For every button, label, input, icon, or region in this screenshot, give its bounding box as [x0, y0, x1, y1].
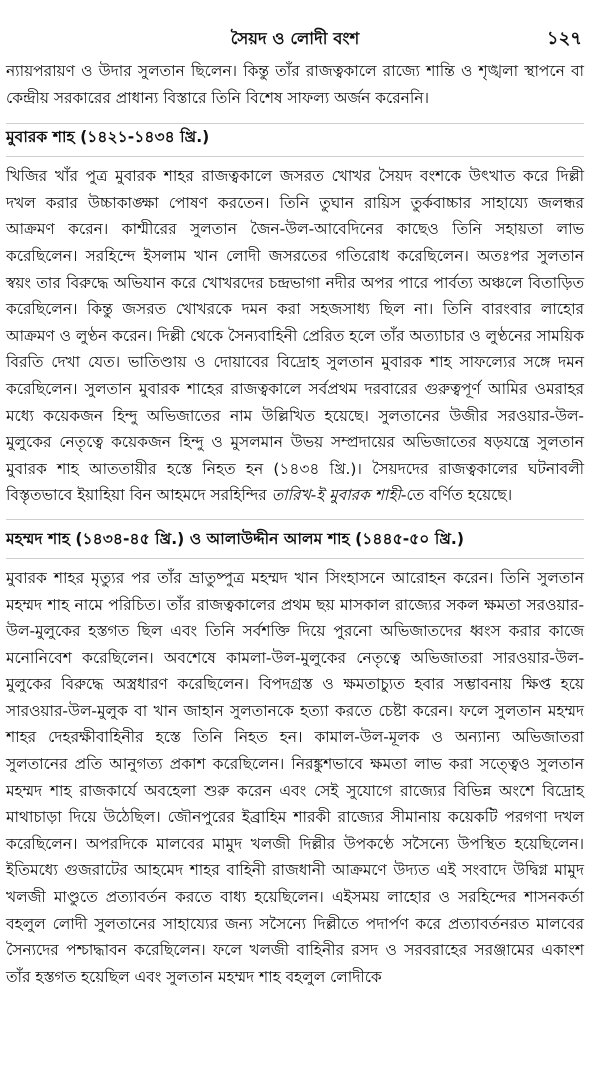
page-number: ১২৭: [546, 28, 582, 49]
mubarak-shah-paragraph: [6, 163, 584, 509]
running-header: [6, 18, 584, 58]
section-divider: [6, 558, 584, 559]
book-title-italic: তারিখ-ই মুবারক শাহী: [271, 486, 401, 505]
section-heading-muhammad-shah: মহম্মদ শাহ (১৪৩৪-৪৫ খ্রি.) ও আলাউদ্দীন আলম শাহ (১৪৪৫-৫০ খ্রি.): [6, 529, 464, 548]
paragraph-text-end: -তে বর্ণিত হয়েছে।: [400, 486, 513, 505]
section-divider: [6, 519, 584, 520]
paragraph-text: খিজির খাঁর পুত্র মুবারক শাহর রাজত্বকালে জসরত খোখর সৈয়দ বংশকে উৎখাত করে দিল্লী দখল করার উচ্চাকাঙ্ক্ষা পোষণ করতেন। তিনি তুঘান রায়িস তুর্কবাচ্চার সাহায্যে জলন্ধর আক্রমণ করেন। কাশ্মীরের সুলতান জৈন-উল-আবেদিনের কাছেও তিনি সহায়তা লাভ করেছিলেন। সরহিন্দে ইসলাম খান লোদী জসরতের গতিরোধ করেছিলেন। অতঃপর সুলতান স্বয়ং তার বিরুদ্ধে অভিযান করে খোখরদের চন্দ্রভাগা নদীর অপর পারে পার্বত্য অঞ্চলে বিতাড়িত করেছিলেন। কিন্তু জসরত খোখরকে দমন করা সহজসাধ্য ছিল না। তিনি বারংবার লাহোর আক্রমণ ও লুণ্ঠন করেন। দিল্লী থেকে সৈন্যবাহিনী প্রেরিত হলে তাঁর অত্যাচার ও লুণ্ঠনের সাময়িক বিরতি দেখা যেত। ভাতিণ্ডায় ও দোয়াবের বিদ্রোহ সুলতান মুবারক শাহ সাফল্যের সঙ্গে দমন করেছিলেন। সুলতান মুবারক শাহের রাজত্বকালে সর্বপ্রথম দরবারের গুরুত্বপূর্ণ আমির ওমরাহর মধ্যে কয়েকজন হিন্দু অভিজাতের নাম উল্লিখিত হয়েছে। সুলতানের উজীর সরওয়ার-উল-মুলুকের নেতৃত্বে কয়েকজন হিন্দু ও মুসলমান উভয় সম্প্রদায়ের অভিজাতের ষড়যন্ত্রে সুলতান মুবারক শাহ আততায়ীর হস্তে নিহত হন (১৪৩৪ খ্রি.)। সৈয়দদের রাজত্বকালের ঘটনাবলী বিস্তৃতভাবে ইয়াহিয়া বিন আহমদে সরহিন্দির: [6, 167, 584, 505]
running-title: সৈয়দ ও লোদী বংশ: [230, 29, 360, 48]
muhammad-shah-paragraph: মুবারক শাহর মৃত্যুর পর তাঁর ভ্রাতুষ্পুত্র মহম্মদ খান সিংহাসনে আরোহন করেন। তিনি সুলতান মহম্মদ শাহ নামে পরিচিত। তাঁর রাজত্বকালের প্রথম ছয় মাসকাল রাজ্যের সকল ক্ষমতা সরওয়ার-উল-মুলুকের হস্তগত ছিল এবং তিনি সর্বশক্তি দিয়ে পুরনো অভিজাতদের ধ্বংস করার কাজে মনোনিবেশ করেছিলেন। অবশেষে কামলা-উল-মুলুকের নেতৃত্বে অভিজাতরা সারওয়ার-উল-মুলুকের বিরুদ্ধে অস্ত্রধারণ করেছিলেন। বিপদগ্রস্ত ও ক্ষমতাচ্যুত হবার সম্ভাবনায় ক্ষিপ্ত হয়ে সারওয়ার-উল-মুলুক বা খান জাহান সুলতানকে হত্যা করতে চেষ্টা করেন। ফলে সুলতান মহম্মদ শাহর দেহরক্ষীবাহিনীর হস্তে তিনি নিহত হন। কামাল-উল-মূলক ও অন্যান্য অভিজাতরা সুলতানের প্রতি আনুগত্য প্রকাশ করেছিলেন। নিরঙ্কুশভাবে ক্ষমতা লাভ করা সত্ত্বেও সুলতান মহম্মদ শাহ রাজকার্যে অবহেলা শুরু করেন এবং সেই সুযোগে রাজ্যের বিভিন্ন অংশে বিদ্রোহ মাথাচাড়া দিয়ে উঠেছিল। জৌনপুরের ইব্রাহিম শারকী রাজ্যের সীমানায় কয়েকটি পরগণা দখল করেছিলেন। অপরদিকে মালবের মামুদ খলজী দিল্লীর উপকণ্ঠে সসৈন্যে উপস্থিত হয়েছিলেন। ইতিমধ্যে গুজরাটের আহমেদ শাহর বাহিনী রাজধানী আক্রমণে উদ্যত এই সংবাদে উদ্বিগ্ন মামুদ খলজী মাণ্ডুতে প্রত্যাবর্তন করতে বাধ্য হয়েছিলেন। এইসময় লাহোর ও সরহিন্দের শাসনকর্তা বহলুল লোদী সুলতানের সাহায্যের জন্য সসৈন্যে দিল্লীতে পদার্পণ করে প্রত্যাবর্তনরত মালবের সৈন্যদের পশ্চাদ্ধাবন করেছিলেন। ফলে খলজী বাহিনীর রসদ ও সরবরাহের সরঞ্জামের একাংশ তাঁর হস্তগত হয়েছিল এবং সুলতান মহম্মদ শাহ বহলুল লোদীকে: [6, 568, 584, 986]
intro-paragraph: ন্যায়পরায়ণ ও উদার সুলতান ছিলেন। কিন্তু তাঁর রাজত্বকালে রাজ্যে শান্তি ও শৃঙ্খলা স্থাপনে বা কেন্দ্রীয় সরকারের প্রাধান্য বিস্তারে তিনি বিশেষ সাফল্য অর্জন করেননি।: [6, 62, 584, 107]
section-heading-mubarak-shah: মুবারক শাহ (১৪২১-১৪৩৪ খ্রি.): [6, 128, 210, 147]
section-divider: [6, 156, 584, 157]
